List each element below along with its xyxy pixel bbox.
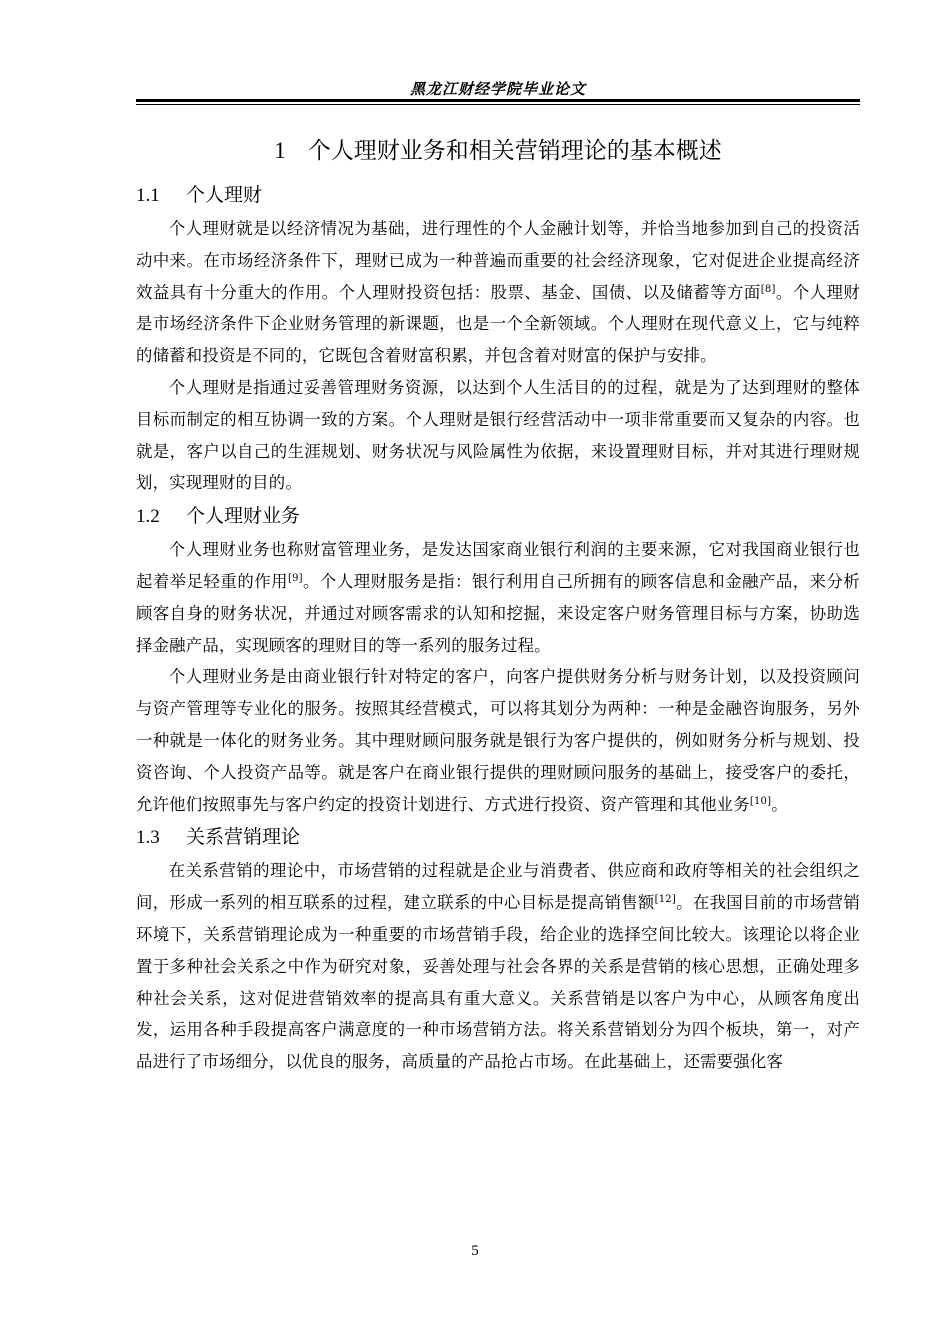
chapter-title-text: 个人理财业务和相关营销理论的基本概述 [307, 138, 722, 164]
paragraph [136, 855, 860, 1078]
paragraph-text: 在关系营销的理论中，市场营销的过程就是企业与消费者、供应商和政府等相关的社会组织之间，形成一系列的相互联系的过程，建立联系的中心目标是提高销售额 [136, 861, 860, 913]
paragraph-text: 。在我国目前的市场营销环境下，关系营销理论成为一种重要的市场营销手段，给企业的选择空间比较大。该理论以将企业置于多种社会关系之中作为研究对象，妥善处理与社会各界的关系是营销的核心思想，正确处理多种社会关系，这对促进营销效率的提高具有重大意义。关系营销是以客户为中心，从顾客角度出发，运用各种手段提高客户满意度的一种市场营销方法。将关系营销划分为四个板块，第一，对产品进行了市场细分，以优良的服务，高质量的产品抢占市场。在此基础上，还需要强化客 [136, 893, 860, 1072]
section-number: 1.3 [136, 827, 160, 849]
section-title: 关系营销理论 [186, 826, 301, 849]
citation: [9] [287, 572, 303, 584]
paragraph [136, 534, 860, 661]
page-number: 5 [471, 1243, 479, 1259]
section-title: 个人理财业务 [186, 505, 301, 528]
citation: [10] [749, 795, 772, 807]
paragraph-text: 。个人理财服务是指：银行利用自己所拥有的顾客信息和金融产品，来分析顾客自身的财务状况，并通过对顾客需求的认知和挖掘，来设定客户财务管理目标与方案，协助选择金融产品，实现顾客的理财目的等一系列的服务过程。 [136, 571, 860, 655]
paragraph-text: 个人理财就是以经济情况为基础，进行理性的个人金融计划等，并恰当地参加到自己的投资活动中来。在市场经济条件下，理财已成为一种普遍而重要的社会经济现象，它对促进企业提高经济效益具有十分重大的作用。个人理财投资包括：股票、基金、国债、以及储蓄等方面 [136, 219, 860, 302]
section-number: 1.2 [136, 506, 160, 528]
page-body [136, 130, 860, 1078]
paragraph-text: 。 [771, 794, 788, 814]
section-title: 个人理财 [186, 184, 263, 206]
running-header: 黑龙江财经学院毕业论文 [409, 80, 586, 98]
paragraph-text: 个人理财业务是由商业银行针对特定的客户，向客户提供财务分析与财务计划，以及投资顾问与资产管理等专业化的服务。按照其经营模式，可以将其划分为两种：一种是金融咨询服务，另外一种就是一体化的财务业务。其中理财顾问服务就是银行为客户提供的，例如财务分析与规划、投资咨询、个人投资产品等。就是客户在商业银行提供的理财顾问服务的基础上，接受客户的委托，允许他们按照事先与客户约定的投资计划进行、方式进行投资、资产管理和其他业务 [136, 667, 860, 814]
section-number: 1.1 [136, 185, 160, 206]
chapter-title [136, 130, 860, 172]
paragraph [136, 372, 860, 499]
header-rule-thick [136, 99, 860, 102]
paragraph [136, 661, 860, 820]
section-heading [136, 178, 860, 213]
citation: [12] [654, 894, 676, 906]
chapter-number: 1 [274, 138, 286, 163]
section-heading [136, 820, 860, 855]
section-heading [136, 499, 860, 534]
citation: [8] [760, 283, 776, 295]
paragraph-text: 个人理财是指通过妥善管理财务资源，以达到个人生活目的的过程，就是为了达到理财的整体目标而制定的相互协调一致的方案。个人理财是银行经营活动中一项非常重要而又复杂的内容。也就是，客户以自己的生涯规划、财务状况与风险属性为依据，来设置理财目标，并对其进行理财规划，实现理财的目的。 [136, 377, 860, 493]
paragraph-text: 。个人理财是市场经济条件下企业财务管理的新课题，也是一个全新领域。个人理财在现代意义上，它与纯粹的储蓄和投资是不同的，它既包含着财富积累，并包含着对财富的保护与安排。 [136, 282, 860, 366]
header-rule-thin [136, 104, 860, 105]
paragraph [136, 213, 860, 372]
paragraph-text: 个人理财业务也称财富管理业务，是发达国家商业银行利润的主要来源，它对我国商业银行也起着举足轻重的作用 [136, 540, 860, 591]
